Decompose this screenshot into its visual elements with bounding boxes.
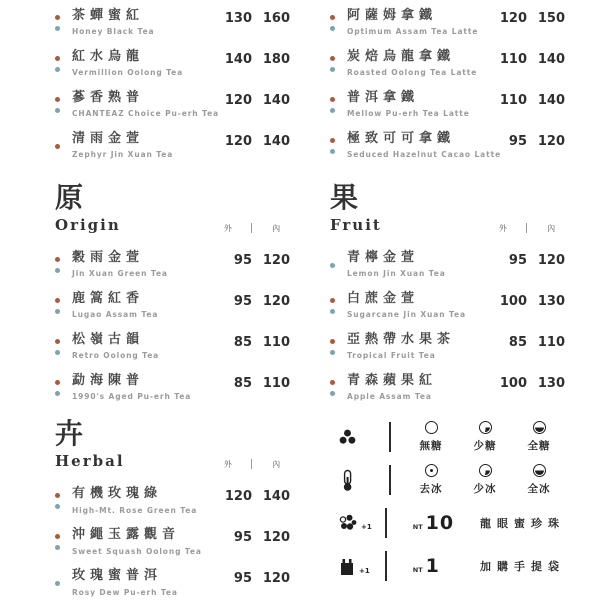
- column-divider: [526, 223, 527, 233]
- menu-item: [55, 527, 290, 556]
- hot-availability-dot: [55, 257, 60, 262]
- price-takeout: 120: [499, 11, 527, 26]
- menu-item: [330, 131, 565, 160]
- hot-availability-dot: [55, 534, 60, 539]
- item-name-en: CHANTEAZ Choice Pu-erh Tea: [72, 109, 220, 119]
- item-name-en: Seduced Hazelnut Cacao Latte: [347, 150, 502, 160]
- cold-availability-dot: [330, 350, 335, 355]
- menu-item: [55, 568, 290, 597]
- cold-availability-dot: [55, 504, 60, 509]
- item-names: [72, 373, 222, 402]
- hot-availability-dot: [55, 97, 60, 102]
- item-name-en: Roasted Oolong Tea Latte: [347, 68, 478, 78]
- price-takeout: 140: [224, 52, 252, 67]
- cold-availability-dot: [330, 391, 335, 396]
- price-takeout: 100: [499, 294, 527, 310]
- item-prices: [222, 486, 290, 515]
- item-prices: [222, 527, 290, 556]
- sugar-level-row: [330, 420, 565, 454]
- legend-divider: [389, 422, 391, 452]
- item-name-zh: 松嶺古韻: [72, 332, 145, 348]
- ice-options: [405, 464, 565, 496]
- item-prices: [222, 332, 290, 361]
- legend-divider: [385, 508, 387, 538]
- item-name-zh: 紅水烏龍: [72, 49, 145, 64]
- item-prices: [497, 8, 565, 37]
- menu-item: [55, 373, 290, 402]
- availability-dots: [330, 291, 347, 320]
- item-prices: [497, 49, 565, 78]
- price-dinein: 120: [262, 571, 290, 587]
- cold-availability-dot: [55, 581, 60, 586]
- top-right-items: [330, 8, 565, 160]
- item-name-zh: 青森蘋果紅: [347, 373, 438, 389]
- item-name-en: Lugao Assam Tea: [72, 310, 159, 320]
- menu-item: [330, 49, 565, 78]
- item-name-zh: 有機玫瑰綠: [72, 486, 163, 502]
- menu-item: [55, 291, 290, 320]
- item-prices: [497, 90, 565, 119]
- menu-item: [55, 8, 290, 37]
- section-header-row: [55, 452, 290, 470]
- price-dinein: 130: [537, 376, 565, 392]
- addon-price: [401, 555, 480, 577]
- takeout-column-label: 外: [223, 223, 232, 233]
- left-column: [55, 8, 290, 600]
- price-takeout: 110: [499, 52, 527, 67]
- price-takeout: 110: [499, 93, 527, 108]
- takeout-column-label: 外: [498, 223, 507, 233]
- sugar-options: [405, 421, 565, 453]
- currency-label: NT: [412, 523, 423, 532]
- right-column: [330, 8, 565, 600]
- cold-availability-dot: [330, 26, 335, 31]
- hot-availability-dot: [55, 339, 60, 344]
- cold-availability-dot: [55, 391, 60, 396]
- ice-option-label: 去冰: [419, 483, 443, 496]
- item-names: [347, 373, 497, 402]
- item-name-en: Optimum Assam Tea Latte: [347, 27, 479, 37]
- availability-dots: [330, 49, 347, 78]
- menu-item: [55, 90, 290, 119]
- section-title: Fruit: [330, 216, 382, 235]
- addon-qty: +1: [361, 523, 372, 532]
- legend-divider: [385, 551, 387, 581]
- price-dinein: 140: [262, 134, 290, 149]
- hot-availability-dot: [55, 298, 60, 303]
- sugar-option: [405, 421, 457, 453]
- availability-dots: [55, 291, 72, 320]
- item-name-zh: 極致可可拿鐵: [347, 131, 456, 146]
- item-name-en: 1990's Aged Pu-erh Tea: [72, 392, 192, 402]
- menu-item: [330, 373, 565, 402]
- section-herbal: [55, 418, 290, 597]
- item-names: [72, 486, 222, 515]
- price-dinein: 130: [537, 294, 565, 310]
- hot-availability-dot: [330, 97, 335, 102]
- hot-availability-dot: [330, 298, 335, 303]
- item-prices: [497, 291, 565, 320]
- section-hanzi: 果: [330, 181, 359, 214]
- item-name-zh: 沖繩玉露觀音: [72, 527, 181, 543]
- price-takeout: 85: [233, 376, 252, 392]
- addon-bag-row: [330, 549, 565, 583]
- cold-availability-dot: [55, 108, 60, 113]
- item-prices: [497, 131, 565, 160]
- availability-dots: [55, 568, 72, 597]
- price-columns-header: [214, 453, 290, 470]
- circle-empty-icon: [425, 421, 438, 434]
- item-names: [72, 527, 222, 556]
- hot-availability-dot: [55, 144, 60, 149]
- price-dinein: 160: [262, 11, 290, 26]
- addon-price: [401, 512, 480, 534]
- cold-availability-dot: [330, 149, 335, 154]
- item-name-en: Tropical Fruit Tea: [347, 351, 436, 361]
- menu-item: [330, 332, 565, 361]
- menu-item: [55, 49, 290, 78]
- menu-item: [330, 250, 565, 279]
- cold-availability-dot: [55, 545, 60, 550]
- availability-dots: [330, 8, 347, 37]
- item-name-zh: 白蔗金萱: [347, 291, 420, 307]
- ice-option: [459, 464, 511, 496]
- menu-item: [55, 486, 290, 515]
- item-names: [72, 332, 222, 361]
- cold-availability-dot: [330, 67, 335, 72]
- item-names: [347, 49, 497, 78]
- price-dinein: 140: [537, 93, 565, 108]
- price-takeout: 85: [508, 335, 527, 351]
- item-names: [347, 8, 497, 37]
- section-hanzi: 卉: [55, 417, 84, 451]
- ice-level-row: [330, 463, 565, 497]
- item-prices: [222, 131, 290, 160]
- item-name-en: Retro Oolong Tea: [72, 351, 160, 361]
- price-takeout: 95: [233, 530, 252, 546]
- bag-icon: [330, 556, 385, 577]
- cold-availability-dot: [55, 67, 60, 72]
- availability-dots: [55, 250, 72, 279]
- options-legend: [330, 420, 565, 583]
- sugar-option-label: 無糖: [419, 440, 443, 453]
- sugar-option-label: 少糖: [473, 440, 497, 453]
- addon-pearls-row: [330, 506, 565, 540]
- dinein-column-label: 內: [547, 223, 556, 233]
- availability-dots: [330, 373, 347, 402]
- availability-dots: [55, 8, 72, 37]
- cold-availability-dot: [330, 309, 335, 314]
- hot-availability-dot: [55, 15, 60, 20]
- price-takeout: 85: [233, 335, 252, 351]
- price-dinein: 140: [262, 93, 290, 108]
- price-dinein: 150: [537, 11, 565, 26]
- availability-dots: [55, 527, 72, 556]
- item-prices: [497, 332, 565, 361]
- price-number: 1: [425, 555, 440, 578]
- item-name-zh: 蔘香熟普: [72, 90, 145, 105]
- item-name-en: High-Mt. Rose Green Tea: [72, 505, 198, 515]
- ice-option-label: 少冰: [473, 483, 497, 496]
- price-number: 10: [425, 512, 455, 535]
- menu-item: [330, 90, 565, 119]
- section-title: Herbal: [55, 452, 125, 471]
- item-names: [72, 131, 222, 160]
- sugar-option: [459, 421, 511, 453]
- sugar-cubes-icon: [330, 427, 389, 448]
- price-dinein: 120: [537, 253, 565, 269]
- item-prices: [497, 250, 565, 279]
- item-prices: [497, 373, 565, 402]
- hot-availability-dot: [330, 138, 335, 143]
- legend-divider: [389, 465, 391, 495]
- hot-availability-dot: [55, 493, 60, 498]
- item-name-en: Sugarcane Jin Xuan Tea: [347, 310, 466, 320]
- availability-dots: [55, 49, 72, 78]
- price-dinein: 120: [262, 294, 290, 310]
- price-dinein: 140: [262, 489, 290, 505]
- item-name-zh: 玫瑰蜜普洱: [72, 568, 163, 584]
- dinein-column-label: 內: [272, 459, 281, 469]
- availability-dots: [330, 90, 347, 119]
- circle-quarter-icon: [479, 421, 492, 434]
- menu-item: [55, 131, 290, 160]
- item-prices: [222, 8, 290, 37]
- pearls-icon: [330, 513, 385, 533]
- item-prices: [222, 90, 290, 119]
- ice-option-label: 全冰: [527, 483, 551, 496]
- circle-quarter-icon: [479, 464, 492, 477]
- item-names: [72, 291, 222, 320]
- price-dinein: 110: [262, 376, 290, 392]
- hot-availability-dot: [330, 56, 335, 61]
- price-dinein: 140: [537, 52, 565, 67]
- hot-availability-dot: [330, 15, 335, 20]
- item-names: [72, 568, 222, 597]
- dinein-column-label: 內: [272, 223, 281, 233]
- cold-availability-dot: [330, 263, 335, 268]
- thermometer-icon: [330, 469, 389, 492]
- item-name-en: Vermillion Oolong Tea: [72, 68, 184, 78]
- top-left-items: [55, 8, 290, 160]
- availability-dots: [55, 332, 72, 361]
- item-names: [347, 131, 502, 160]
- column-divider: [251, 223, 252, 233]
- section-header-row: [330, 216, 565, 234]
- price-takeout: 120: [224, 93, 252, 108]
- cold-availability-dot: [55, 309, 60, 314]
- column-divider: [251, 459, 252, 469]
- section-header-row: [55, 216, 290, 234]
- item-name-en: Apple Assam Tea: [347, 392, 432, 402]
- item-names: [72, 250, 222, 279]
- hot-availability-dot: [330, 380, 335, 385]
- section-title: Origin: [55, 216, 121, 235]
- price-takeout: 95: [233, 294, 252, 310]
- menu-columns: [55, 8, 565, 600]
- item-prices: [222, 373, 290, 402]
- cold-availability-dot: [55, 26, 60, 31]
- price-dinein: 120: [537, 134, 565, 149]
- item-prices: [222, 250, 290, 279]
- section-hanzi: 原: [55, 181, 84, 214]
- price-dinein: 110: [537, 335, 565, 351]
- cold-availability-dot: [55, 268, 60, 273]
- item-name-zh: 阿薩姆拿鐵: [347, 8, 438, 23]
- menu-item: [55, 250, 290, 279]
- item-name-zh: 青檸金萱: [347, 250, 420, 266]
- availability-dots: [330, 250, 347, 279]
- addon-label: 龍眼蜜珍珠: [480, 517, 565, 531]
- item-names: [72, 90, 222, 119]
- item-names: [347, 250, 497, 279]
- hot-availability-dot: [55, 56, 60, 61]
- addon-qty: +1: [359, 566, 370, 575]
- addon-label: 加購手提袋: [480, 560, 565, 574]
- item-name-zh: 勐海陳普: [72, 373, 145, 389]
- item-prices: [222, 49, 290, 78]
- price-takeout: 130: [224, 11, 252, 26]
- availability-dots: [330, 131, 347, 160]
- price-dinein: 120: [262, 253, 290, 269]
- item-names: [347, 90, 497, 119]
- hot-availability-dot: [55, 380, 60, 385]
- price-takeout: 95: [233, 571, 252, 587]
- price-columns-header: [214, 217, 290, 234]
- item-name-en: Jin Xuan Green Tea: [72, 269, 168, 279]
- ice-option: [405, 464, 457, 496]
- item-name-en: Sweet Squash Oolong Tea: [72, 546, 202, 556]
- menu-item: [330, 8, 565, 37]
- circle-dot-icon: [425, 464, 438, 477]
- price-takeout: 120: [224, 489, 252, 505]
- section-origin: [55, 182, 290, 402]
- item-names: [72, 8, 222, 37]
- item-name-zh: 穀雨金萱: [72, 250, 145, 266]
- price-columns-header: [489, 217, 565, 234]
- item-name-en: Honey Black Tea: [72, 27, 155, 37]
- item-prices: [222, 291, 290, 320]
- hot-availability-dot: [330, 339, 335, 344]
- menu-item: [330, 291, 565, 320]
- item-name-zh: 亞熱帶水果茶: [347, 332, 456, 348]
- availability-dots: [55, 131, 72, 160]
- item-name-en: Lemon Jin Xuan Tea: [347, 269, 446, 279]
- availability-dots: [55, 486, 72, 515]
- item-name-zh: 炭焙烏龍拿鐵: [347, 49, 456, 64]
- item-name-zh: 普洱拿鐵: [347, 90, 420, 105]
- currency-label: NT: [412, 566, 423, 575]
- cold-availability-dot: [330, 108, 335, 113]
- sugar-option-label: 全糖: [527, 440, 551, 453]
- ice-option: [513, 464, 565, 496]
- item-name-en: Zephyr Jin Xuan Tea: [72, 150, 174, 160]
- section-fruit: [330, 182, 565, 402]
- item-names: [347, 291, 497, 320]
- item-names: [347, 332, 497, 361]
- price-takeout: 100: [499, 376, 527, 392]
- item-name-zh: 鹿篙紅香: [72, 291, 145, 307]
- availability-dots: [55, 373, 72, 402]
- item-prices: [222, 568, 290, 597]
- sugar-option: [513, 421, 565, 453]
- item-name-zh: 清雨金萱: [72, 131, 145, 146]
- price-dinein: 180: [262, 52, 290, 67]
- availability-dots: [55, 90, 72, 119]
- price-takeout: 95: [508, 253, 527, 269]
- price-takeout: 95: [233, 253, 252, 269]
- item-name-en: Mellow Pu-erh Tea Latte: [347, 109, 470, 119]
- availability-dots: [330, 332, 347, 361]
- menu-item: [55, 332, 290, 361]
- circle-half-icon: [533, 464, 546, 477]
- circle-half-icon: [533, 421, 546, 434]
- cold-availability-dot: [55, 350, 60, 355]
- item-names: [72, 49, 222, 78]
- price-dinein: 110: [262, 335, 290, 351]
- item-name-zh: 茶蟬蜜紅: [72, 8, 145, 23]
- takeout-column-label: 外: [223, 459, 232, 469]
- price-dinein: 120: [262, 530, 290, 546]
- price-takeout: 95: [508, 134, 527, 149]
- item-name-en: Rosy Dew Pu-erh Tea: [72, 587, 178, 597]
- price-takeout: 120: [224, 134, 252, 149]
